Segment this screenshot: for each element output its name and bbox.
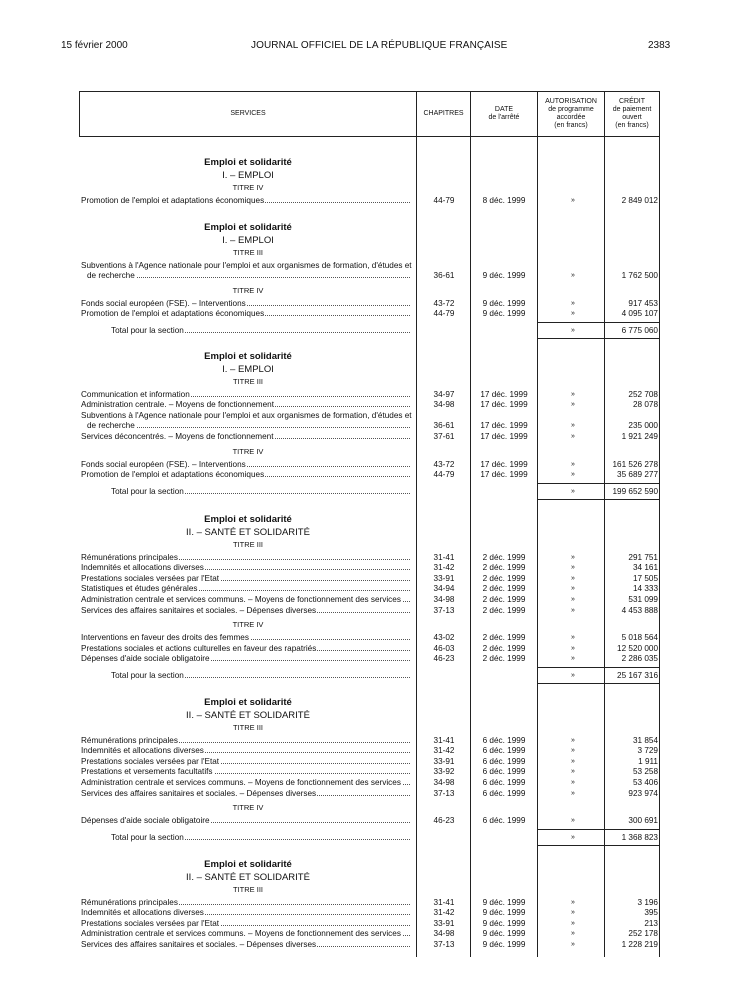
- table-row: [0, 271, 748, 283]
- credit-value: 252 178: [628, 929, 658, 939]
- autorisation-value: »: [571, 310, 575, 318]
- total-row: [0, 487, 748, 499]
- chapter-code: 37-13: [433, 939, 455, 949]
- chapter-code: 33-91: [433, 756, 455, 766]
- page-date: 15 février 2000: [61, 40, 128, 51]
- total-rule-bottom: [537, 338, 659, 339]
- autorisation-value: »: [571, 471, 575, 479]
- arrete-date: 17 déc. 1999: [480, 470, 528, 480]
- service-label: [81, 460, 413, 470]
- arrete-date: 2 déc. 1999: [482, 605, 526, 615]
- autorisation-value: »: [571, 919, 575, 927]
- service-label: [81, 816, 413, 826]
- credit-value: 252 708: [628, 389, 658, 399]
- service-text: Administration centrale et services communs. – Moyens de fonctionnement des services: [81, 594, 401, 604]
- section-ministry: Emploi et solidarité: [204, 157, 292, 168]
- col-header-auth-line1: AUTORISATION: [545, 98, 597, 105]
- arrete-date: 6 déc. 1999: [482, 816, 526, 826]
- service-label: [81, 736, 413, 746]
- autorisation-value: »: [571, 299, 575, 307]
- arrete-date: 9 déc. 1999: [482, 908, 526, 918]
- section-ministry: Emploi et solidarité: [204, 514, 292, 525]
- arrete-date: 6 déc. 1999: [482, 746, 526, 756]
- autorisation-value: »: [571, 401, 575, 409]
- total-rule-top: [537, 829, 659, 830]
- credit-value: 28 078: [632, 400, 658, 410]
- total-label: [111, 833, 413, 843]
- chapter-code: 43-02: [433, 633, 455, 643]
- credit-value: 5 018 564: [621, 633, 658, 643]
- arrete-date: 2 déc. 1999: [482, 573, 526, 583]
- arrete-date: 9 déc. 1999: [482, 298, 526, 308]
- total-row: [0, 326, 748, 338]
- col-header-credit-line2: de paiement: [612, 106, 652, 113]
- table-row: [0, 940, 748, 952]
- chapter-code: 31-42: [433, 746, 455, 756]
- service-text: de recherche: [81, 271, 136, 280]
- table-row: [0, 196, 748, 208]
- arrete-date: 6 déc. 1999: [482, 777, 526, 787]
- section-subtitle: II. – SANTÉ ET SOLIDARITÉ: [186, 526, 310, 538]
- service-text: Rémunérations principales: [81, 552, 178, 562]
- col-header-auth-line4: (en francs): [554, 122, 588, 129]
- service-text: Prestations sociales versées par l'Etat: [81, 918, 220, 928]
- autorisation-value: »: [571, 553, 575, 561]
- chapter-code: 34-98: [433, 400, 455, 410]
- service-text: Rémunérations principales: [81, 897, 178, 907]
- section-ministry: Emploi et solidarité: [204, 222, 292, 233]
- service-label: [81, 654, 413, 664]
- autorisation-value: »: [571, 422, 575, 430]
- autorisation-value: »: [571, 432, 575, 440]
- arrete-date: 2 déc. 1999: [482, 633, 526, 643]
- chapter-code: 44-79: [433, 195, 455, 205]
- titre-heading: TITRE IV: [232, 182, 264, 192]
- service-label: [81, 757, 413, 767]
- service-text: de recherche: [81, 421, 136, 430]
- col-header-credit-line3: ouvert: [622, 114, 642, 121]
- credit-value: 1 911: [638, 756, 658, 766]
- total-credit: 6 775 060: [621, 325, 658, 335]
- service-label: [81, 390, 413, 400]
- autorisation-value: »: [571, 606, 575, 614]
- total-row: [0, 671, 748, 683]
- chapter-code: 31-42: [433, 908, 455, 918]
- service-text: Indemnités et allocations diverses: [81, 563, 204, 573]
- service-label: [81, 746, 413, 756]
- titre-heading: TITRE III: [233, 722, 263, 732]
- chapter-code: 34-97: [433, 389, 455, 399]
- service-label: [81, 421, 413, 431]
- credit-value: 53 406: [632, 777, 658, 787]
- credit-value: 4 453 888: [621, 605, 658, 615]
- service-text: Administration centrale et services communs. – Moyens de fonctionnement des services: [81, 929, 401, 939]
- total-rule-top: [537, 667, 659, 668]
- service-label: [81, 196, 413, 206]
- chapter-code: 37-13: [433, 788, 455, 798]
- arrete-date: 2 déc. 1999: [482, 552, 526, 562]
- service-label: [81, 919, 413, 929]
- service-text: Prestations sociales et actions culturelles en faveur des rapatriés: [81, 643, 317, 653]
- credit-value: 2 286 035: [621, 654, 658, 664]
- arrete-date: 9 déc. 1999: [482, 897, 526, 907]
- titre-heading: TITRE III: [233, 247, 263, 257]
- col-header-date-line1: DATE: [494, 106, 514, 113]
- col-header-chapitres: CHAPITRES: [423, 110, 464, 117]
- autorisation-value: »: [571, 747, 575, 755]
- credit-value: 35 689 277: [617, 470, 658, 480]
- autorisation-value: »: [571, 817, 575, 825]
- service-label: [81, 470, 413, 480]
- autorisation-value: »: [571, 574, 575, 582]
- titre-heading: TITRE IV: [232, 620, 264, 630]
- service-label: [81, 595, 413, 605]
- total-label: [111, 487, 413, 497]
- chapter-code: 37-13: [433, 605, 455, 615]
- chapter-code: 37-61: [433, 431, 455, 441]
- total-autorisation: »: [571, 833, 575, 841]
- arrete-date: 9 déc. 1999: [482, 939, 526, 949]
- credit-value: 3 196: [637, 897, 658, 907]
- section-subtitle: II. – SANTÉ ET SOLIDARITÉ: [186, 709, 310, 721]
- service-label: [81, 908, 413, 918]
- col-header-date-line2: de l'arrêté: [488, 114, 520, 121]
- titre-heading: TITRE IV: [232, 285, 264, 295]
- autorisation-value: »: [571, 789, 575, 797]
- service-label: [81, 432, 413, 442]
- chapter-code: 33-91: [433, 918, 455, 928]
- table-row: [0, 789, 748, 801]
- credit-value: 1 921 249: [621, 431, 658, 441]
- service-text: Fonds social européen (FSE). – Interventions: [81, 459, 246, 469]
- arrete-date: 2 déc. 1999: [482, 584, 526, 594]
- total-rule-bottom: [537, 683, 659, 684]
- titre-heading: TITRE IV: [232, 446, 264, 456]
- arrete-date: 17 déc. 1999: [480, 400, 528, 410]
- service-label: [81, 261, 416, 271]
- section-ministry: Emploi et solidarité: [204, 697, 292, 708]
- chapter-code: 46-23: [433, 654, 455, 664]
- service-text: Promotion de l'emploi et adaptations économiques: [81, 309, 265, 319]
- service-text: Prestations sociales versées par l'Etat: [81, 756, 220, 766]
- titre-heading: TITRE III: [233, 539, 263, 549]
- arrete-date: 6 déc. 1999: [482, 735, 526, 745]
- service-label: [81, 299, 413, 309]
- credit-value: 34 161: [632, 563, 658, 573]
- autorisation-value: »: [571, 595, 575, 603]
- chapter-code: 46-23: [433, 816, 455, 826]
- service-text: Services des affaires sanitaires et sociales. – Dépenses diverses: [81, 788, 317, 798]
- arrete-date: 2 déc. 1999: [482, 654, 526, 664]
- service-text: Prestations sociales versées par l'Etat: [81, 573, 220, 583]
- titre-heading: TITRE III: [233, 376, 263, 386]
- total-rule-top: [537, 483, 659, 484]
- total-text: Total pour la section: [111, 325, 184, 335]
- chapter-code: 44-79: [433, 309, 455, 319]
- service-text: Administration centrale. – Moyens de fonctionnement: [81, 400, 274, 410]
- service-label: [81, 584, 413, 594]
- titre-heading: TITRE IV: [232, 803, 264, 813]
- total-text: Total pour la section: [111, 832, 184, 842]
- autorisation-value: »: [571, 272, 575, 280]
- chapter-code: 31-41: [433, 897, 455, 907]
- autorisation-value: »: [571, 564, 575, 572]
- autorisation-value: »: [571, 644, 575, 652]
- arrete-date: 2 déc. 1999: [482, 643, 526, 653]
- service-label: [81, 929, 413, 939]
- autorisation-value: »: [571, 768, 575, 776]
- col-header-auth-line2: de programme: [548, 106, 594, 113]
- service-label: [81, 309, 413, 319]
- section-ministry: Emploi et solidarité: [204, 351, 292, 362]
- autorisation-value: »: [571, 757, 575, 765]
- total-autorisation: »: [571, 487, 575, 495]
- credit-value: 17 505: [632, 573, 658, 583]
- table-row: [0, 432, 748, 444]
- service-label: [81, 400, 413, 410]
- credit-value: 923 974: [628, 788, 658, 798]
- arrete-date: 9 déc. 1999: [482, 271, 526, 281]
- service-label: [81, 606, 413, 616]
- total-rule-top: [537, 322, 659, 323]
- arrete-date: 8 déc. 1999: [482, 195, 526, 205]
- arrete-date: 6 déc. 1999: [482, 767, 526, 777]
- credit-value: 300 691: [628, 816, 658, 826]
- service-label: [81, 644, 413, 654]
- section-subtitle: I. – EMPLOI: [222, 363, 274, 375]
- service-label: [81, 574, 413, 584]
- chapter-code: 43-72: [433, 298, 455, 308]
- service-text: Administration centrale et services communs. – Moyens de fonctionnement des services: [81, 777, 401, 787]
- service-text: Communication et information: [81, 389, 190, 399]
- service-text: Prestations et versements facultatifs: [81, 767, 213, 777]
- credit-value: 3 729: [637, 746, 658, 756]
- page-number: 2383: [648, 40, 671, 51]
- section-subtitle: I. – EMPLOI: [222, 234, 274, 246]
- autorisation-value: »: [571, 390, 575, 398]
- table-row: [0, 606, 748, 618]
- credit-value: 161 526 278: [612, 459, 658, 469]
- total-text: Total pour la section: [111, 670, 184, 680]
- total-rule-bottom: [537, 499, 659, 500]
- table-row: [0, 816, 748, 828]
- chapter-code: 36-61: [433, 271, 455, 281]
- chapter-code: 36-61: [433, 421, 455, 431]
- service-label: [81, 271, 413, 281]
- chapter-code: 34-98: [433, 929, 455, 939]
- service-label: [81, 553, 413, 563]
- table-row: [0, 654, 748, 666]
- service-label: [81, 778, 413, 788]
- autorisation-value: »: [571, 940, 575, 948]
- service-text: Dépenses d'aide sociale obligatoire: [81, 816, 210, 826]
- chapter-code: 31-41: [433, 552, 455, 562]
- autorisation-value: »: [571, 196, 575, 204]
- total-label: [111, 671, 413, 681]
- table-row: [0, 470, 748, 482]
- service-text: Indemnités et allocations diverses: [81, 746, 204, 756]
- arrete-date: 17 déc. 1999: [480, 389, 528, 399]
- col-header-auth-line3: accordée: [556, 114, 586, 121]
- table-row: [0, 309, 748, 321]
- total-text: Total pour la section: [111, 486, 184, 496]
- service-label: [81, 411, 416, 421]
- total-credit: 199 652 590: [612, 486, 658, 496]
- total-rule-bottom: [537, 845, 659, 846]
- credit-value: 531 099: [628, 594, 658, 604]
- credit-value: 31 854: [632, 735, 658, 745]
- arrete-date: 2 déc. 1999: [482, 563, 526, 573]
- credit-value: 213: [644, 918, 658, 928]
- autorisation-value: »: [571, 460, 575, 468]
- col-header-services: SERVICES: [230, 110, 266, 117]
- arrete-date: 9 déc. 1999: [482, 309, 526, 319]
- arrete-date: 17 déc. 1999: [480, 431, 528, 441]
- total-autorisation: »: [571, 671, 575, 679]
- arrete-date: 17 déc. 1999: [480, 459, 528, 469]
- service-text: Promotion de l'emploi et adaptations économiques: [81, 195, 265, 205]
- titre-heading: TITRE III: [233, 884, 263, 894]
- arrete-date: 17 déc. 1999: [480, 421, 528, 431]
- chapter-code: 44-79: [433, 470, 455, 480]
- autorisation-value: »: [571, 909, 575, 917]
- chapter-code: 33-91: [433, 573, 455, 583]
- section-ministry: Emploi et solidarité: [204, 859, 292, 870]
- total-credit: 1 368 823: [621, 832, 658, 842]
- service-label: [81, 898, 413, 908]
- total-label: [111, 326, 413, 336]
- total-credit: 25 167 316: [617, 670, 658, 680]
- total-row: [0, 833, 748, 845]
- chapter-code: 46-03: [433, 643, 455, 653]
- arrete-date: 9 déc. 1999: [482, 929, 526, 939]
- autorisation-value: »: [571, 736, 575, 744]
- service-text: Subventions à l'Agence nationale pour l'emploi et aux organismes de formation, d'études et: [81, 410, 412, 420]
- col-header-credit-line1: CRÉDIT: [618, 98, 646, 105]
- service-label: [81, 789, 413, 799]
- chapter-code: 43-72: [433, 459, 455, 469]
- autorisation-value: »: [571, 898, 575, 906]
- credit-value: 291 751: [628, 552, 658, 562]
- service-text: Services des affaires sanitaires et sociales. – Dépenses diverses: [81, 939, 317, 949]
- credit-value: 53 258: [632, 767, 658, 777]
- chapter-code: 31-41: [433, 735, 455, 745]
- service-text: Promotion de l'emploi et adaptations économiques: [81, 470, 265, 480]
- service-text: Services déconcentrés. – Moyens de fonctionnement: [81, 431, 274, 441]
- chapter-code: 34-98: [433, 594, 455, 604]
- total-autorisation: »: [571, 326, 575, 334]
- service-text: Services des affaires sanitaires et sociales. – Dépenses diverses: [81, 605, 317, 615]
- arrete-date: 9 déc. 1999: [482, 918, 526, 928]
- credit-value: 395: [644, 908, 658, 918]
- credit-value: 917 453: [628, 298, 658, 308]
- service-label: [81, 767, 413, 777]
- section-subtitle: II. – SANTÉ ET SOLIDARITÉ: [186, 871, 310, 883]
- chapter-code: 31-42: [433, 563, 455, 573]
- service-text: Statistiques et études générales: [81, 584, 198, 594]
- autorisation-value: »: [571, 655, 575, 663]
- service-text: Subventions à l'Agence nationale pour l'emploi et aux organismes de formation, d'études et: [81, 260, 412, 270]
- section-subtitle: I. – EMPLOI: [222, 169, 274, 181]
- service-label: [81, 633, 413, 643]
- arrete-date: 6 déc. 1999: [482, 788, 526, 798]
- chapter-code: 34-98: [433, 777, 455, 787]
- autorisation-value: »: [571, 634, 575, 642]
- credit-value: 2 849 012: [621, 195, 658, 205]
- service-text: Rémunérations principales: [81, 735, 178, 745]
- journal-title: JOURNAL OFFICIEL DE LA RÉPUBLIQUE FRANÇAISE: [251, 40, 508, 51]
- arrete-date: 2 déc. 1999: [482, 594, 526, 604]
- credit-value: 235 000: [628, 421, 658, 431]
- chapter-code: 33-92: [433, 767, 455, 777]
- credit-value: 1 228 219: [621, 939, 658, 949]
- service-label: [81, 563, 413, 573]
- service-text: Indemnités et allocations diverses: [81, 908, 204, 918]
- autorisation-value: »: [571, 778, 575, 786]
- autorisation-value: »: [571, 585, 575, 593]
- arrete-date: 6 déc. 1999: [482, 756, 526, 766]
- service-text: Fonds social européen (FSE). – Interventions: [81, 298, 246, 308]
- autorisation-value: »: [571, 930, 575, 938]
- chapter-code: 34-94: [433, 584, 455, 594]
- credit-value: 1 762 500: [621, 271, 658, 281]
- service-label: [81, 940, 413, 950]
- credit-value: 14 333: [632, 584, 658, 594]
- col-header-credit-line4: (en francs): [615, 122, 649, 129]
- credit-value: 4 095 107: [621, 309, 658, 319]
- service-text: Dépenses d'aide sociale obligatoire: [81, 654, 210, 664]
- service-text: Interventions en faveur des droits des femmes: [81, 633, 249, 643]
- credit-value: 12 520 000: [617, 643, 658, 653]
